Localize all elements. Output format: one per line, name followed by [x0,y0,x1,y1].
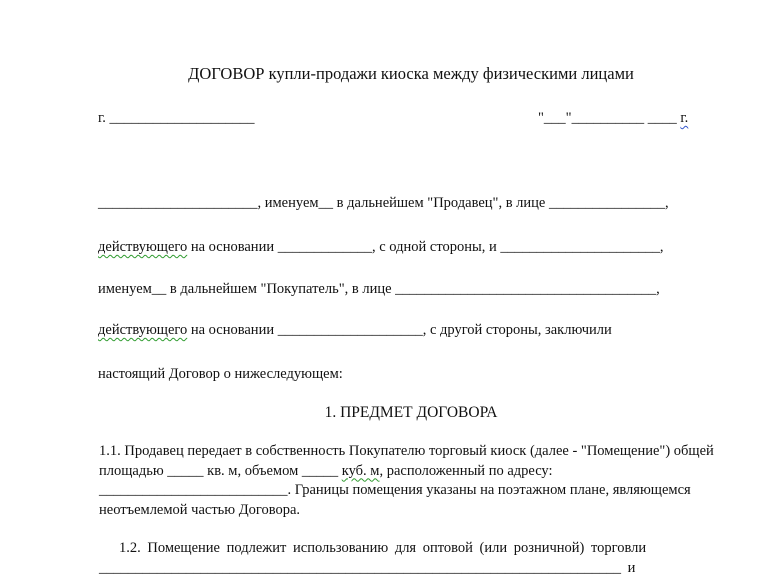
date-line [538,110,688,127]
date-year-abbr: г. [680,110,689,126]
party-line-buyer [98,281,660,298]
party-line-seller [98,195,669,212]
date-month-year: __________ ____ [571,110,681,126]
party-line-buyer-basis [98,322,612,339]
clause-1-1 [99,442,719,520]
party-line-text: на основании ____________________, с другой стороны, заключили [187,322,612,338]
acting-word: действующего [98,239,188,255]
party-line-seller-basis [98,239,663,256]
section-title: 1. ПРЕДМЕТ ДОГОВОРА [324,404,498,421]
date-day: "___" [538,110,572,126]
city-line: г. ____________________ [98,110,255,126]
document-title: ДОГОВОР купли-продажи киоска между физическими лицами [188,64,634,83]
party-line-preamble-end [98,366,343,383]
clause-1-1-part-a: 1.1. Продавец передает в собственность Покупателю торговый киоск (далее - "Помещение") общей площадью _____ кв. м, объемом _____ [99,443,714,479]
party-line-text: именуем__ в дальнейшем "Покупатель", в лице ____________________________________, [98,281,660,297]
clause-1-2: 1.2. Помещение подлежит использованию для оптовой (или розничной) торговли ________________________________________________________________________ и [99,540,647,576]
clause-1-1-part-b: , расположенный по адресу: __________________________. Границы помещения указаны на поэтажном плане, являющемся неотъемлемой частью Договора. [99,462,691,518]
acting-word: действующего [98,322,188,338]
party-line-text: на основании _____________, с одной стороны, и ______________________, [187,239,664,255]
party-line-text: ______________________, именуем__ в дальнейшем "Продавец", в лице ________________, [98,195,669,211]
party-line-text: настоящий Договор о нижеследующем: [98,366,343,382]
clause-1-1-unit: куб. м [341,462,380,479]
